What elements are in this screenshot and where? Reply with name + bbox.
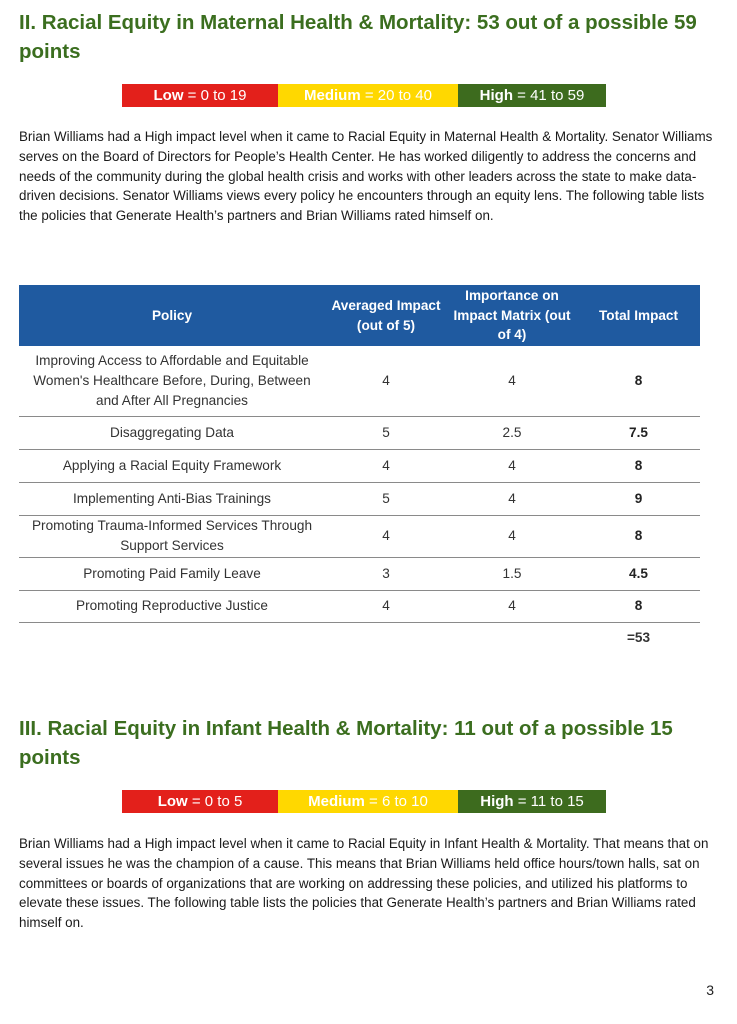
total-cell: 9 (577, 482, 700, 515)
avg-cell: 4 (325, 346, 447, 416)
table-row (19, 557, 700, 590)
section-2-heading: II. Racial Equity in Maternal Health & Mortality: 53 out of a possible 59 points (19, 11, 697, 63)
importance-cell: 4 (447, 590, 577, 622)
table-row (19, 449, 700, 482)
avg-cell: 4 (325, 515, 447, 557)
importance-cell: 4 (447, 515, 577, 557)
table-row (19, 416, 700, 449)
importance-cell: 2.5 (447, 416, 577, 449)
importance-cell: 1.5 (447, 557, 577, 590)
policy-table (19, 285, 700, 654)
table-row (19, 515, 700, 557)
table-row (19, 346, 700, 416)
header-policy: Policy (19, 285, 325, 346)
scale-low: Low = 0 to 19 (122, 84, 278, 107)
avg-cell: 4 (325, 449, 447, 482)
page-number: 3 (706, 982, 714, 998)
total-cell: 8 (577, 590, 700, 622)
header-importance: Importance on Impact Matrix (out of 4) (447, 285, 577, 346)
avg-cell: 5 (325, 482, 447, 515)
importance-cell: 4 (447, 482, 577, 515)
total-cell: 8 (577, 515, 700, 557)
section-3-paragraph: Brian Williams had a High impact level when it came to Racial Equity in Infant Health & Mortality. That means that on several issues he was the champion of a cause. This means that Brian Williams held office hours/town halls, sat on committees or boards of organizations that are working on addressing these policies, and utilized his platforms to elevate these issues. The following table lists the policies that Generate Health’s partners and Brian Williams rated himself on. (19, 836, 709, 931)
total-cell: 8 (577, 346, 700, 416)
impact-scale-legend (122, 790, 606, 813)
header-total-impact: Total Impact (577, 285, 700, 346)
header-averaged-impact: Averaged Impact (out of 5) (325, 285, 447, 346)
total-cell: 4.5 (577, 557, 700, 590)
policy-cell: Improving Access to Affordable and Equitable Women's Healthcare Before, During, Between and After All Pregnancies (19, 346, 325, 416)
scale-low: Low = 0 to 5 (122, 790, 278, 813)
policy-cell: Implementing Anti-Bias Trainings (19, 482, 325, 515)
avg-cell: 5 (325, 416, 447, 449)
scale-high: High = 41 to 59 (458, 84, 606, 107)
table-sum-row (19, 622, 700, 654)
avg-cell: 3 (325, 557, 447, 590)
avg-cell: 4 (325, 590, 447, 622)
scale-medium: Medium = 6 to 10 (278, 790, 458, 813)
policy-cell: Promoting Paid Family Leave (19, 557, 325, 590)
policy-cell: Disaggregating Data (19, 416, 325, 449)
impact-scale-legend (122, 84, 606, 107)
policy-cell: Applying a Racial Equity Framework (19, 449, 325, 482)
section-3-heading: III. Racial Equity in Infant Health & Mortality: 11 out of a possible 15 points (19, 717, 673, 769)
total-cell: 7.5 (577, 416, 700, 449)
total-cell: 8 (577, 449, 700, 482)
section-2-paragraph: Brian Williams had a High impact level when it came to Racial Equity in Maternal Health & Mortality. Senator Williams serves on the Board of Directors for People’s Health Center. He has worked diligently to address the concerns and needs of the community during the global health crisis and works with other leaders across the state to make data-driven decisions. Senator Williams views every policy he encounters through an equity lens. The following table lists the policies that Generate Health’s partners and Brian Williams rated himself on. (19, 129, 713, 224)
table-row (19, 482, 700, 515)
policy-cell: Promoting Trauma-Informed Services Through Support Services (19, 515, 325, 557)
scale-high: High = 11 to 15 (458, 790, 606, 813)
table-row (19, 590, 700, 622)
table-header-row (19, 285, 700, 346)
importance-cell: 4 (447, 346, 577, 416)
sum-cell: =53 (626, 630, 651, 646)
importance-cell: 4 (447, 449, 577, 482)
scale-medium: Medium = 20 to 40 (278, 84, 458, 107)
policy-cell: Promoting Reproductive Justice (19, 590, 325, 622)
